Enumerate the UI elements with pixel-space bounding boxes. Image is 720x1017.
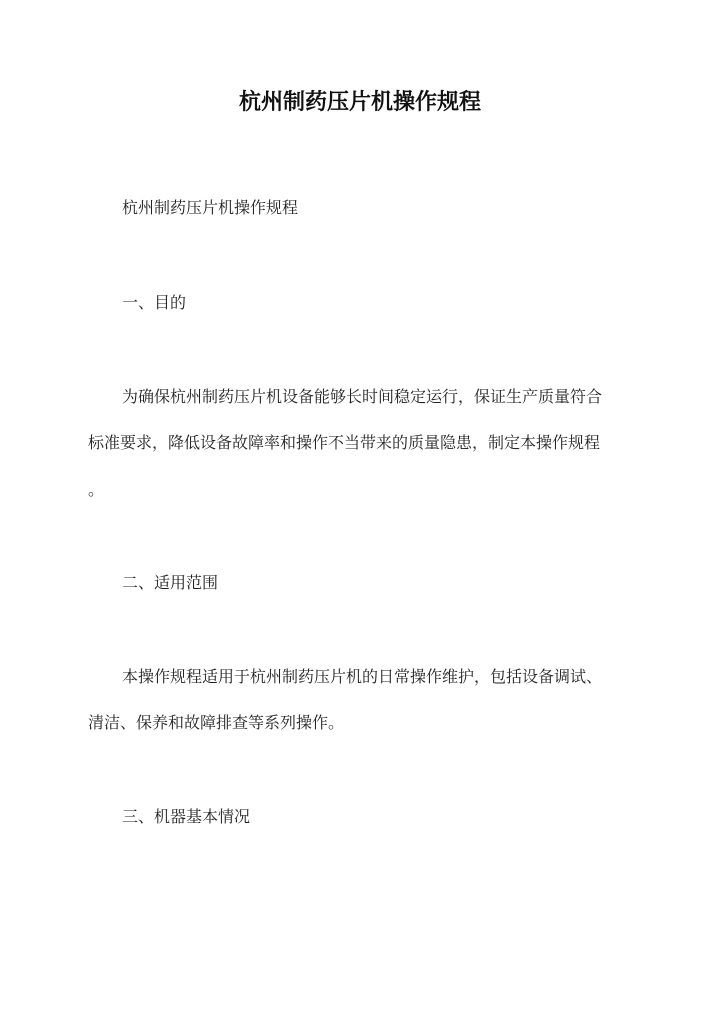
paragraph-line: 本操作规程适用于杭州制药压片机的日常操作维护，包括设备调试、	[122, 667, 603, 686]
paragraph-line: 标准要求，降低设备故障率和操作不当带来的质量隐患，制定本操作规程	[88, 433, 601, 452]
paragraph-line: 。	[88, 480, 105, 499]
paragraph-line: 为确保杭州制药压片机设备能够长时间稳定运行，保证生产质量符合	[122, 387, 603, 406]
section-heading-purpose: 一、目的	[122, 293, 187, 312]
section-heading-machine-info: 三、机器基本情况	[122, 807, 251, 826]
section-heading-scope: 二、适用范围	[122, 573, 219, 592]
document-subtitle: 杭州制药压片机操作规程	[122, 198, 299, 217]
document-title: 杭州制药压片机操作规程	[238, 89, 481, 115]
paragraph-line: 清洁、保养和故障排查等系列操作。	[88, 713, 345, 732]
